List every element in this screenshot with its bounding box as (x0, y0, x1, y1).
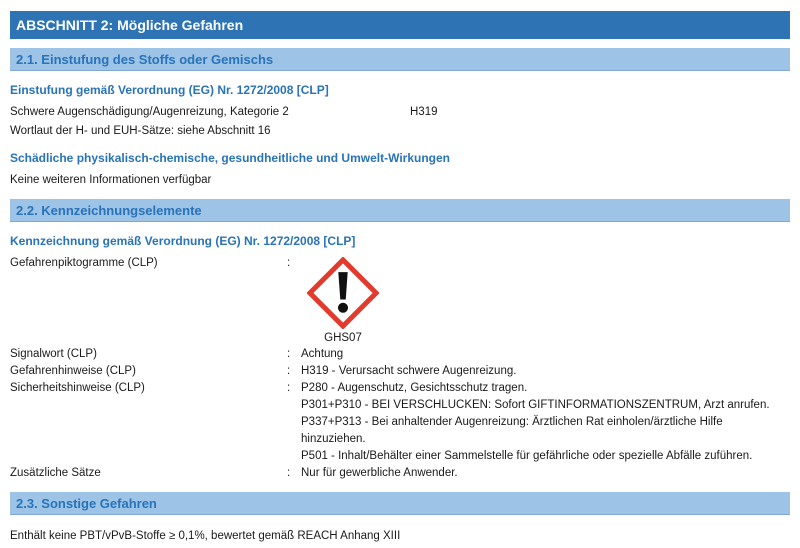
ghs07-pictogram-block (307, 257, 379, 346)
subsection-bar-2-1 (10, 48, 790, 71)
pbt-vpvb-statement: Enthält keine PBT/vPvB-Stoffe ≥ 0,1%, bewertet gemäß REACH Anhang XIII (10, 530, 401, 542)
exclamation-dot (338, 303, 348, 313)
no-further-info-text: Keine weiteren Informationen verfügbar (10, 174, 212, 186)
p-phrase-p301-p310: P301+P310 - BEI VERSCHLUCKEN: Sofort GIFTINFORMATIONSZENTRUM, Arzt anrufen. (301, 399, 770, 411)
subsection-2-2-title: 2.2. Kennzeichnungselemente (16, 203, 202, 218)
signal-word-row (10, 346, 790, 363)
hazard-statements-value: H319 - Verursacht schwere Augenreizung. (301, 365, 517, 377)
pictogram-row-label: Gefahrenpiktogramme (CLP) (10, 257, 158, 269)
section-header-bar (10, 11, 790, 39)
subsection-bar-2-2 (10, 199, 790, 222)
additional-phrases-value: Nur für gewerbliche Anwender. (301, 467, 458, 479)
signal-word-colon: : (287, 348, 291, 360)
classification-regulation-heading: Einstufung gemäß Verordnung (EG) Nr. 1272/2008 [CLP] (10, 83, 329, 97)
precautionary-statements-colon: : (287, 382, 291, 394)
precautionary-statements-value (301, 380, 790, 465)
p-phrase-p280: P280 - Augenschutz, Gesichtsschutz tragen. (301, 382, 528, 394)
precautionary-statements-row (10, 380, 790, 465)
hazard-statements-label: Gefahrenhinweise (CLP) (10, 365, 136, 377)
additional-phrases-colon: : (287, 467, 291, 479)
classification-category-text: Schwere Augenschädigung/Augenreizung, Kategorie 2 (10, 106, 289, 118)
p-phrase-p501: P501 - Inhalt/Behälter einer Sammelstelle für gefährliche oder spezielle Abfälle zuführen. (301, 450, 753, 462)
pictogram-row-colon: : (287, 257, 291, 269)
subsection-2-1-title: 2.1. Einstufung des Stoffs oder Gemischs (16, 52, 274, 67)
ghs07-exclamation-pictogram-icon (307, 257, 379, 329)
adverse-effects-heading: Schädliche physikalisch-chemische, gesundheitliche und Umwelt-Wirkungen (10, 151, 450, 165)
pictogram-row (10, 255, 790, 346)
signal-word-value: Achtung (301, 348, 344, 360)
pictogram-row-value (301, 255, 790, 346)
classification-row (10, 104, 790, 120)
labelling-regulation-heading: Kennzeichnung gemäß Verordnung (EG) Nr. 1272/2008 [CLP] (10, 234, 356, 248)
pictogram-caption: GHS07 (324, 332, 362, 344)
subsection-bar-2-3 (10, 492, 790, 515)
p-phrase-p337-p313: P337+P313 - Bei anhaltender Augenreizung: Ärztlichen Rat einholen/ärztliche Hilfe hinzuziehen. (301, 416, 723, 445)
hazard-statements-colon: : (287, 365, 291, 377)
classification-hazard-code: H319 (410, 106, 438, 118)
h-euh-wording-note: Wortlaut der H- und EUH-Sätze: siehe Abschnitt 16 (10, 125, 271, 137)
signal-word-label: Signalwort (CLP) (10, 348, 97, 360)
section-header-title: ABSCHNITT 2: Mögliche Gefahren (16, 17, 244, 33)
precautionary-statements-label: Sicherheitshinweise (CLP) (10, 382, 145, 394)
additional-phrases-label: Zusätzliche Sätze (10, 467, 101, 479)
hazard-statements-row (10, 363, 790, 380)
subsection-2-3-title: 2.3. Sonstige Gefahren (16, 496, 157, 511)
additional-phrases-row (10, 465, 790, 482)
